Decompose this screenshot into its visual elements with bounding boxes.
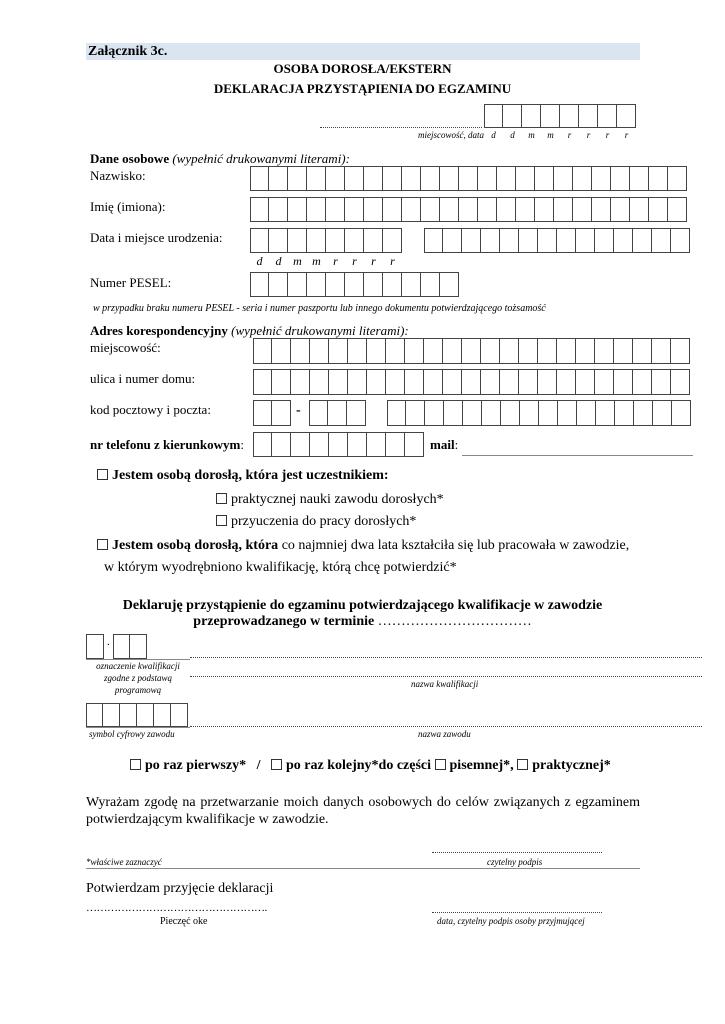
signature-label: czytelny podpis: [487, 857, 543, 867]
receiver-signature-line[interactable]: [432, 912, 602, 913]
attempt-slash: /: [256, 758, 261, 773]
form-title: OSOBA DOROSŁA/EKSTERN: [273, 61, 452, 76]
birth-date-format: d d m m r r r r: [256, 254, 395, 268]
declaration-line1: Deklaruję przystąpienie do egzaminu potwierdzającego kwalifikacje w zawodzie: [122, 598, 603, 613]
consent-text: Wyrażam zgodę na przetwarzanie moich danych osobowych do celów związanych z egzaminem potwierdzającym kwalifikacje w zawodzie.: [86, 795, 640, 827]
checkbox-icon[interactable]: [130, 759, 141, 770]
attachment-bar: [86, 43, 640, 60]
exam-term-input[interactable]: ……………………………: [377, 614, 532, 629]
prof-symbol-boxes[interactable]: [86, 703, 188, 727]
place-date-label: miejscowość, data: [418, 130, 484, 140]
birth-label: Data i miejsce urodzenia:: [90, 230, 223, 245]
surname-label: Nazwisko:: [90, 168, 146, 183]
checkbox-icon[interactable]: [216, 515, 227, 526]
postal-label: kod pocztowy i poczta:: [90, 402, 211, 417]
postal-code-part2[interactable]: [309, 400, 366, 426]
receiver-label: data, czytelny podpis osoby przyjmującej: [437, 916, 585, 926]
place-input-line[interactable]: [320, 127, 482, 128]
attempt-next-option[interactable]: po raz kolejny*do części: [271, 758, 431, 773]
postal-dash: -: [296, 403, 301, 418]
surname-boxes[interactable]: [250, 166, 687, 191]
address-heading: Adres korespondencyjny (wypełnić drukowanymi literami):: [90, 323, 409, 338]
status-option-practical-training[interactable]: praktycznej nauki zawodu dorosłych*: [216, 492, 444, 508]
footnote: *właściwe zaznaczyć: [86, 857, 162, 867]
date-boxes[interactable]: [484, 104, 636, 128]
city-label: miejscowość:: [90, 340, 161, 355]
city-boxes[interactable]: [253, 338, 690, 364]
date-format: d d m m r r r r: [491, 130, 629, 140]
checkbox-icon[interactable]: [435, 759, 446, 770]
prof-symbol-label: symbol cyfrowy zawodu: [89, 729, 175, 739]
pesel-boxes[interactable]: [250, 272, 459, 297]
birth-place-boxes[interactable]: [424, 228, 690, 253]
first-names-label: Imię (imiona):: [90, 199, 166, 214]
street-label: ulica i numer domu:: [90, 371, 196, 386]
checkbox-icon[interactable]: [271, 759, 282, 770]
qual-code-label: oznaczenie kwalifikacji zgodne z podstawą programową: [96, 661, 180, 695]
qual-name-label: nazwa kwalifikacji: [411, 679, 479, 689]
receipt-heading: Potwierdzam przyjęcie deklaracji: [86, 881, 274, 896]
pesel-label: Numer PESEL:: [90, 275, 172, 290]
attempt-row: [130, 758, 611, 774]
checkbox-icon[interactable]: [97, 469, 108, 480]
declaration-line2: przeprowadzanego w terminie ……………………………: [193, 614, 532, 629]
street-boxes[interactable]: [253, 369, 690, 395]
post-office-boxes[interactable]: [387, 400, 691, 426]
qual-code-separator: .: [107, 636, 110, 648]
stamp-line[interactable]: …………………………………………….: [86, 902, 267, 914]
checkbox-icon[interactable]: [97, 539, 108, 550]
status-option-experience-line2: w którym wyodrębniono kwalifikację, którą chcę potwierdzić*: [104, 560, 457, 575]
qual-code-part1[interactable]: [86, 634, 104, 659]
checkbox-icon[interactable]: [517, 759, 528, 770]
qual-name-line2[interactable]: [190, 676, 702, 677]
form-subtitle: DEKLARACJA PRZYSTĄPIENIA DO EGZAMINU: [213, 81, 512, 96]
personal-heading: Dane osobowe (wypełnić drukowanymi literami):: [90, 151, 350, 166]
part-written-option[interactable]: pisemnej*,: [435, 758, 514, 773]
pesel-note: w przypadku braku numeru PESEL - seria i numer paszportu lub innego dokumentu potwierdzającego tożsamość: [93, 303, 546, 314]
attachment-label: Załącznik 3c.: [88, 44, 168, 59]
qual-name-line1[interactable]: [190, 657, 702, 658]
part-practical-option[interactable]: praktycznej*: [517, 758, 611, 773]
status-option-adult-participant[interactable]: Jestem osobą dorosłą, która jest uczestnikiem:: [97, 468, 389, 484]
status-option-experience[interactable]: Jestem osobą dorosłą, która co najmniej dwa lata kształciła się lub pracowała w zawodzie,: [97, 538, 642, 554]
signature-line[interactable]: [432, 852, 602, 853]
postal-code-part1[interactable]: [253, 400, 291, 426]
mail-label: mail:: [430, 437, 459, 452]
phone-boxes[interactable]: [253, 432, 424, 457]
first-names-boxes[interactable]: [250, 197, 687, 222]
status-option-job-training[interactable]: przyuczenia do pracy dorosłych*: [216, 514, 416, 530]
birth-date-boxes[interactable]: [250, 228, 402, 253]
prof-name-label: nazwa zawodu: [418, 729, 471, 739]
prof-symbol-underline: [86, 727, 190, 728]
prof-name-line[interactable]: [190, 726, 702, 727]
stamp-label: Pieczęć oke: [160, 916, 208, 927]
qual-code-part2[interactable]: [113, 634, 147, 659]
mail-input-line[interactable]: [462, 455, 693, 456]
consent-divider: [86, 868, 640, 869]
checkbox-icon[interactable]: [216, 493, 227, 504]
phone-label: nr telefonu z kierunkowym:: [90, 437, 244, 452]
attempt-first-option[interactable]: po raz pierwszy*: [130, 758, 246, 773]
